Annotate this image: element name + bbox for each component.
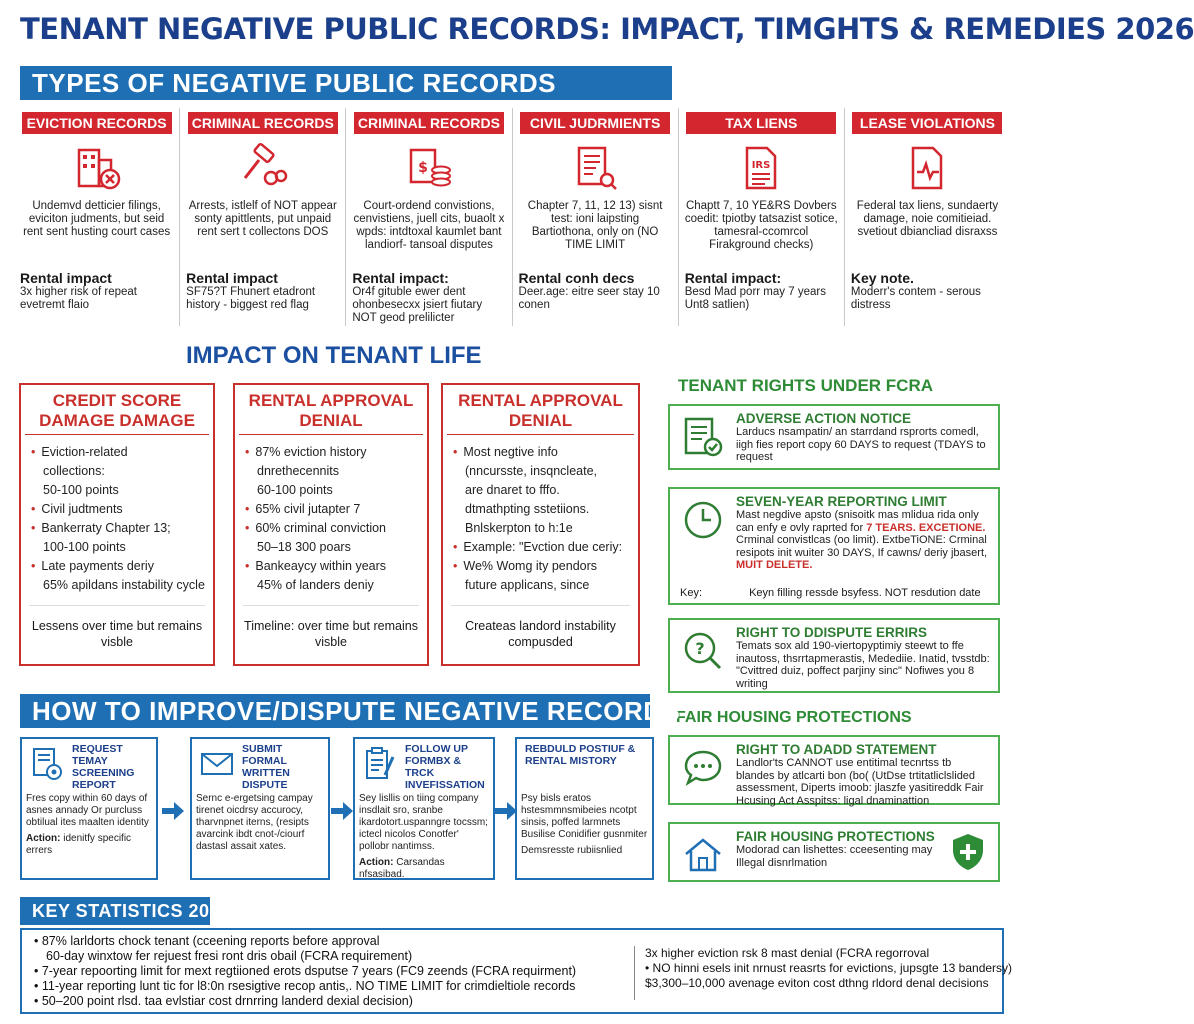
type-description: Chaptt 7, 10 YE&RS Dovbers coedit: tpiotby tatsazist sotice, tamesral-ccomrcol Firakground checks): [684, 200, 838, 251]
type-label: TAX LIENS: [686, 112, 836, 134]
card-title: CREDIT SCORE DAMAGE DAMAGE: [25, 385, 209, 435]
type-label: EVICTION RECORDS: [22, 112, 172, 134]
list-item: dtmathpting sstetiions.: [465, 502, 590, 516]
type-description: Undemvd detticier filings, eviciton judments, but seid rent sent husting court cases: [23, 200, 171, 238]
type-label: CIVIL JUDRMIENTS: [520, 112, 670, 134]
step-description: Psy bisls eratos hstesmmnsmibeies ncotpt sinsis, poffed larmnets Busilise Conidifier gusnmiter: [521, 793, 648, 840]
svg-text:?: ?: [695, 639, 705, 658]
card-footer: Timeline: over time but remains visble: [243, 605, 419, 650]
stat-item: • 50–200 point rlsd. taa evlstiar cost drnrring landerd dexial decision): [34, 994, 413, 1008]
key-note: [680, 587, 981, 599]
type-impact-label: Key note.: [850, 270, 914, 286]
list-item: • 60% criminal conviction: [245, 519, 419, 538]
action-text: idenitfy specific errers: [26, 833, 132, 856]
action-text: Carsandas nfsasibad.: [359, 857, 445, 880]
right-text: Larducs nsampatin/ an starrdand rsprorts comedl, iigh fies report copy 60 DAYS to request (TDAYS to request: [736, 426, 986, 463]
list-item: collections:: [43, 464, 105, 478]
type-criminal-2: [346, 108, 512, 326]
list-item: • Eviction-related: [31, 443, 205, 462]
types-banner: TYPES OF NEGATIVE PUBLIC RECORDS: [20, 66, 672, 100]
list-item: (nncursste, insqncleate,: [465, 464, 598, 478]
stats-right-list: [634, 946, 1013, 1000]
arrow-right-icon: [331, 802, 353, 820]
type-label: CRIMINAL RECORDS: [188, 112, 338, 134]
report-eye-icon: [30, 747, 64, 781]
impact-card-rental-1: [233, 383, 429, 666]
type-impact: Besd Mad porr may 7 years Unt8 satlien): [684, 286, 826, 311]
action-text: Demsresste rubiisnlied: [521, 845, 623, 856]
speech-bubble-icon: [682, 747, 724, 789]
right-title: RIGHT TO DDISPUTE ERRIRS: [736, 625, 928, 640]
stat-item: • 11-year reporting lunt tic for l8:0n rsesigtive recop antis,. NO TIME LIMIT for crimdieltiole records: [34, 979, 576, 993]
type-label: CRIMINAL RECORDS: [354, 112, 504, 134]
improve-banner: HOW TO IMPROVE/DISPUTE NEGATIVE RECORDS: [20, 694, 650, 728]
card-list: [443, 435, 638, 595]
stat-item: • 87% larldorts chock tenant (cceening reports before approval: [34, 934, 380, 948]
step-description: Sey lisllis on tiing company insdlait sro, sranbe ikardotort.uspanngre tocssm; ictecl nicolos Conotfer' pollobr nantimss.: [359, 793, 488, 852]
right-text: Temats sox ald 190-viertopyptimiy steewt to ffe inautoss, thsrrtapmerastis, Medediie. Inatid, tvsstdb: "Cvittred duiz, poffect parjiny sinc" Nofiwes you 8 writing: [736, 640, 990, 690]
type-description: Court-ordend convistions, cenvistiens, juell cits, buaolt x wpds: intdtoxal kaumlet bant landiorf- tansoal disputes: [353, 200, 505, 251]
type-eviction: [14, 108, 180, 326]
type-impact-label: Rental impact:: [352, 270, 449, 286]
type-label: LEASE VIOLATIONS: [852, 112, 1002, 134]
type-lease-violations: [845, 108, 1010, 326]
rights-heading: TENANT RIGHTS UNDER FCRA: [678, 376, 933, 395]
type-impact-label: Rental impact: [20, 270, 112, 286]
type-impact: SF75?T Fhunert etadront history - biggest red flag: [186, 286, 316, 311]
type-criminal-1: [180, 108, 346, 326]
house-icon: [682, 834, 724, 876]
step-title: REQUEST TEMAY SCREENING REPORT: [72, 743, 135, 791]
type-tax-liens: [679, 108, 845, 326]
list-item: • Example: "Evction due ceriy:: [453, 538, 630, 557]
type-impact-label: Rental conh decs: [518, 270, 635, 286]
step-title: SUBMIT FORMAL WRITTEN DISPUTE: [242, 743, 290, 791]
document-list-icon: [571, 144, 619, 192]
list-item: • We% Womg ity pendors: [453, 557, 630, 576]
right-title: FAIR HOUSING PROTECTIONS: [736, 829, 935, 844]
arrow-right-icon: [162, 802, 184, 820]
step-description: Sernc e-ergetsing campay tirenet oicdrsy accurocy, tharvnpnet iterns, (resipts avarcink ibdt cnot-/ciourf dastasl assait xates.: [196, 793, 313, 852]
bill-coins-icon: [405, 144, 453, 192]
type-description: Federal tax liens, sundaerty damage, noie comitieiad. svetiout dbiancliad disraxss: [856, 200, 999, 238]
type-description: Chapter 7, 11, 12 13) sisnt test: ioni laipsting Bartiothona, only on (NO TIME LIMIT: [527, 200, 663, 251]
step-rebuild-history: [515, 737, 654, 880]
stat-item: • 7-year repoorting limit for mext regtiioned erots dsputse 7 years (FC9 zeends (FCRA requirment): [34, 964, 577, 978]
list-item: are dnaret to fffo.: [465, 483, 560, 497]
list-item: 50–18 300 poars: [257, 540, 351, 554]
highlight-text: MUIT DELETE.: [736, 559, 813, 571]
list-item: 100-100 points: [43, 540, 126, 554]
right-text: Modorad can lishettes: cceesenting may Illegal disnrlmation: [736, 844, 933, 869]
list-item: 50-100 points: [43, 483, 119, 497]
list-item: • 87% eviction history: [245, 443, 419, 462]
stat-item: 60-day winxtow fer rejuest fresi ront dris obail (FCRA requirement): [46, 949, 413, 963]
card-title: RENTAL APPROVAL DENIAL: [447, 385, 634, 435]
highlight-text: EXCETIONE.: [918, 521, 986, 534]
list-item: • Late payments deriy: [31, 557, 205, 576]
step-action: [26, 833, 152, 857]
step-request-report: [20, 737, 158, 880]
card-list: [21, 435, 213, 595]
building-x-icon: [73, 144, 121, 192]
card-title: RENTAL APPROVAL DENIAL: [239, 385, 423, 435]
list-item: dnrethecennits: [257, 464, 340, 478]
right-dispute-errors: [668, 618, 1000, 693]
impact-heading: IMPACT ON TENANT LIFE: [186, 342, 482, 369]
step-description: Fres copy within 60 days of asnes annady Or purcluss obtilual ites maalten identity: [26, 793, 149, 828]
step-follow-up: [353, 737, 495, 880]
right-text-part: Mast negdive apsto (snisoitk mas mlidua rida only can enfy e ovly raprted for: [736, 509, 979, 534]
fair-housing-heading: FAIR HOUSING PROTECTIONS: [676, 709, 912, 726]
right-title: RIGHT TO ADADD STATEMENT: [736, 742, 937, 757]
shield-plus-icon: [950, 832, 986, 872]
stat-item: • NO hinni esels init nrnust reasrts for evictions, jupsgte 13 bandersy): [645, 961, 1013, 975]
stats-left-list: [34, 934, 619, 1009]
step-submit-dispute: [190, 737, 330, 880]
list-item: 60-100 points: [257, 483, 333, 497]
list-item: • Bankeaycy within years: [245, 557, 419, 576]
question-magnifier-icon: [682, 630, 724, 672]
step-action: [521, 845, 648, 857]
type-impact: Deer.age: eitre seer stay 10 conen: [518, 286, 660, 311]
arrow-right-icon: [495, 802, 517, 820]
clock-icon: [682, 499, 724, 541]
stats-box: [20, 928, 1013, 1014]
gavel-handcuffs-icon: [239, 144, 287, 192]
clipboard-pen-icon: [363, 747, 397, 781]
action-label: Action:: [359, 857, 394, 868]
key-label: Key:: [680, 587, 703, 599]
type-description: Arrests, istlelf of NOT appear sonty apittlents, put unpaid rent sert t collectons DOS: [188, 200, 337, 238]
action-label: Action:: [26, 833, 61, 844]
card-list: [235, 435, 427, 595]
list-item: 65% apildans instability cycle: [43, 578, 205, 592]
type-civil-judgments: [513, 108, 679, 326]
right-fair-housing: [668, 822, 1000, 882]
step-title: FOLLOW UP FORMBX & TRCK INVEFISSATION: [405, 743, 485, 791]
irs-document-icon: [737, 144, 785, 192]
stat-item: 3x higher eviction rsk 8 mast denial (FCRA regorroval: [645, 946, 930, 960]
page-title: TENANT NEGATIVE PUBLIC RECORDS: IMPACT, TIMGHTS & REMEDIES 2026: [20, 12, 1194, 46]
list-item: future applicans, since: [465, 578, 590, 592]
impact-card-rental-2: [441, 383, 640, 666]
right-title: SEVEN-YEAR REPORTING LIMIT: [736, 494, 947, 509]
right-seven-year-limit: [668, 487, 1000, 605]
type-impact: 3x higher risk of repeat evetremt flaio: [20, 286, 137, 311]
list-item: • Civil judtments: [31, 500, 205, 519]
list-item: Bnlskerpton to h:1e: [465, 521, 573, 535]
right-adverse-action: [668, 404, 1000, 470]
record-types-row: [14, 108, 1010, 326]
stats-banner: KEY STATISTICS 2026: [20, 897, 210, 925]
right-title: ADVERSE ACTION NOTICE: [736, 411, 912, 426]
right-add-statement: [668, 735, 1000, 805]
stat-item: $3,300–10,000 avenage eviton cost dthng rldord denal decisions: [645, 976, 989, 990]
svg-text:IRS: IRS: [751, 160, 771, 171]
list-item: • 65% civil jutapter 7: [245, 500, 419, 519]
envelope-icon: [200, 747, 234, 781]
step-title: REBDULD POSTIUF & RENTAL MISTORY: [525, 743, 636, 767]
document-pulse-icon: [903, 144, 951, 192]
card-footer: Createas landord instability compusded: [451, 605, 630, 650]
key-text: Keyn filling ressde bsyfess. NOT resdution date: [749, 587, 981, 599]
card-footer: Lessens over time but remains visble: [29, 605, 205, 650]
highlight-text: 7 TEARS.: [866, 521, 916, 534]
right-text: [736, 509, 992, 572]
list-item: • Most negtive info: [453, 443, 630, 462]
right-text: Landlor'ts CANNOT use entitimal tecnrtss tb blandes by atlcarti bon (bo( (UtDse trtitatliclslided assessment, Diperts imoob: jlaszfe yasitireddk Fair Hcusing Act Asspitss: ligal dnaminattion: [736, 757, 984, 807]
list-item: 45% of landers deniy: [257, 578, 374, 592]
step-action: [359, 857, 489, 881]
right-text-part: Crminal convistlcas (oo limit). ExtbeTiONE: Crminal resipots init wuiter 30 DAYS, If cawns/ deriy jbasert,: [736, 534, 988, 559]
checklist-icon: [682, 416, 724, 458]
type-impact-label: Rental impact:: [684, 270, 782, 286]
impact-card-credit: [19, 383, 215, 666]
type-impact: Moderr's contem - serous distress: [850, 286, 981, 311]
list-item: • Bankerraty Chapter 13;: [31, 519, 205, 538]
type-impact-label: Rental impact: [186, 270, 278, 286]
svg-text:$: $: [418, 160, 428, 176]
type-impact: Or4f gituble ewer dent ohonbesecxx jsiert fiutary NOT geod prelilicter: [352, 286, 483, 324]
